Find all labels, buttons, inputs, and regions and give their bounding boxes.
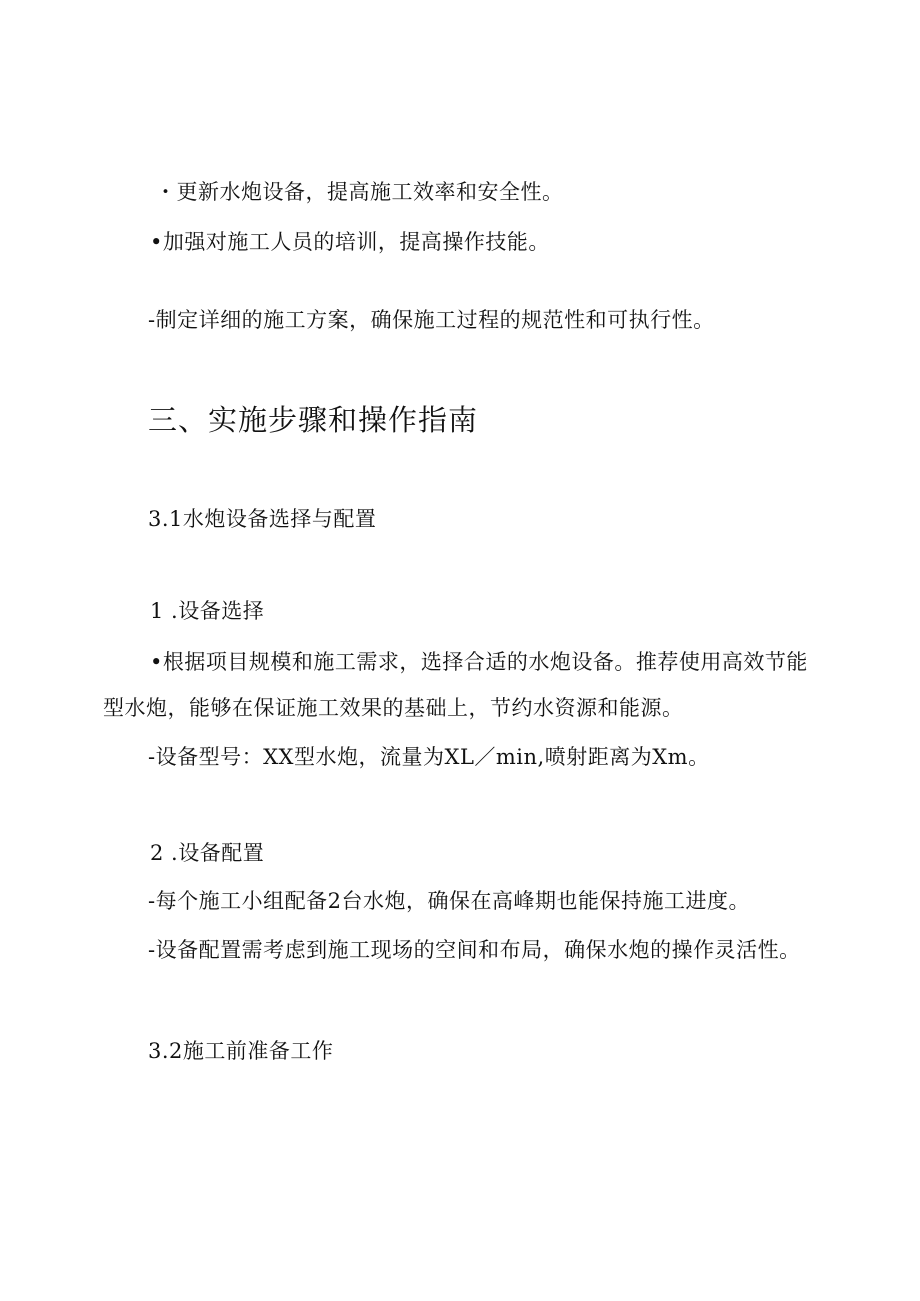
subsection-3-1-title: 3.1水炮设备选择与配置 <box>148 507 377 531</box>
bullet-staff-training: •加强对施工人员的培训，提高操作技能。 <box>150 230 550 254</box>
item-2-dash-2: -设备配置需考虑到施工现场的空间和布局，确保水炮的操作灵活性。 <box>148 938 801 962</box>
item-1-title: 1 .设备选择 <box>150 599 265 623</box>
item-1-model-line: -设备型号：XX型水炮，流量为XL／min,喷射距离为Xm。 <box>148 745 710 769</box>
item-2-title: 2 .设备配置 <box>150 841 265 865</box>
bullet-update-equipment: ・更新水炮设备，提高施工效率和安全性。 <box>155 180 564 204</box>
item-1-bullet-line-2: 型水炮，能够在保证施工效果的基础上，节约水资源和能源。 <box>103 696 684 720</box>
section-3-heading: 三、实施步骤和操作指南 <box>148 403 479 437</box>
dash-construction-plan: -制定详细的施工方案，确保施工过程的规范性和可执行性。 <box>148 308 715 332</box>
item-1-bullet-line-1: •根据项目规模和施工需求，选择合适的水炮设备。推荐使用高效节能 <box>150 650 808 674</box>
subsection-3-2-title: 3.2施工前准备工作 <box>148 1039 334 1063</box>
item-2-dash-1: -每个施工小组配备2台水炮，确保在高峰期也能保持施工进度。 <box>148 889 750 913</box>
